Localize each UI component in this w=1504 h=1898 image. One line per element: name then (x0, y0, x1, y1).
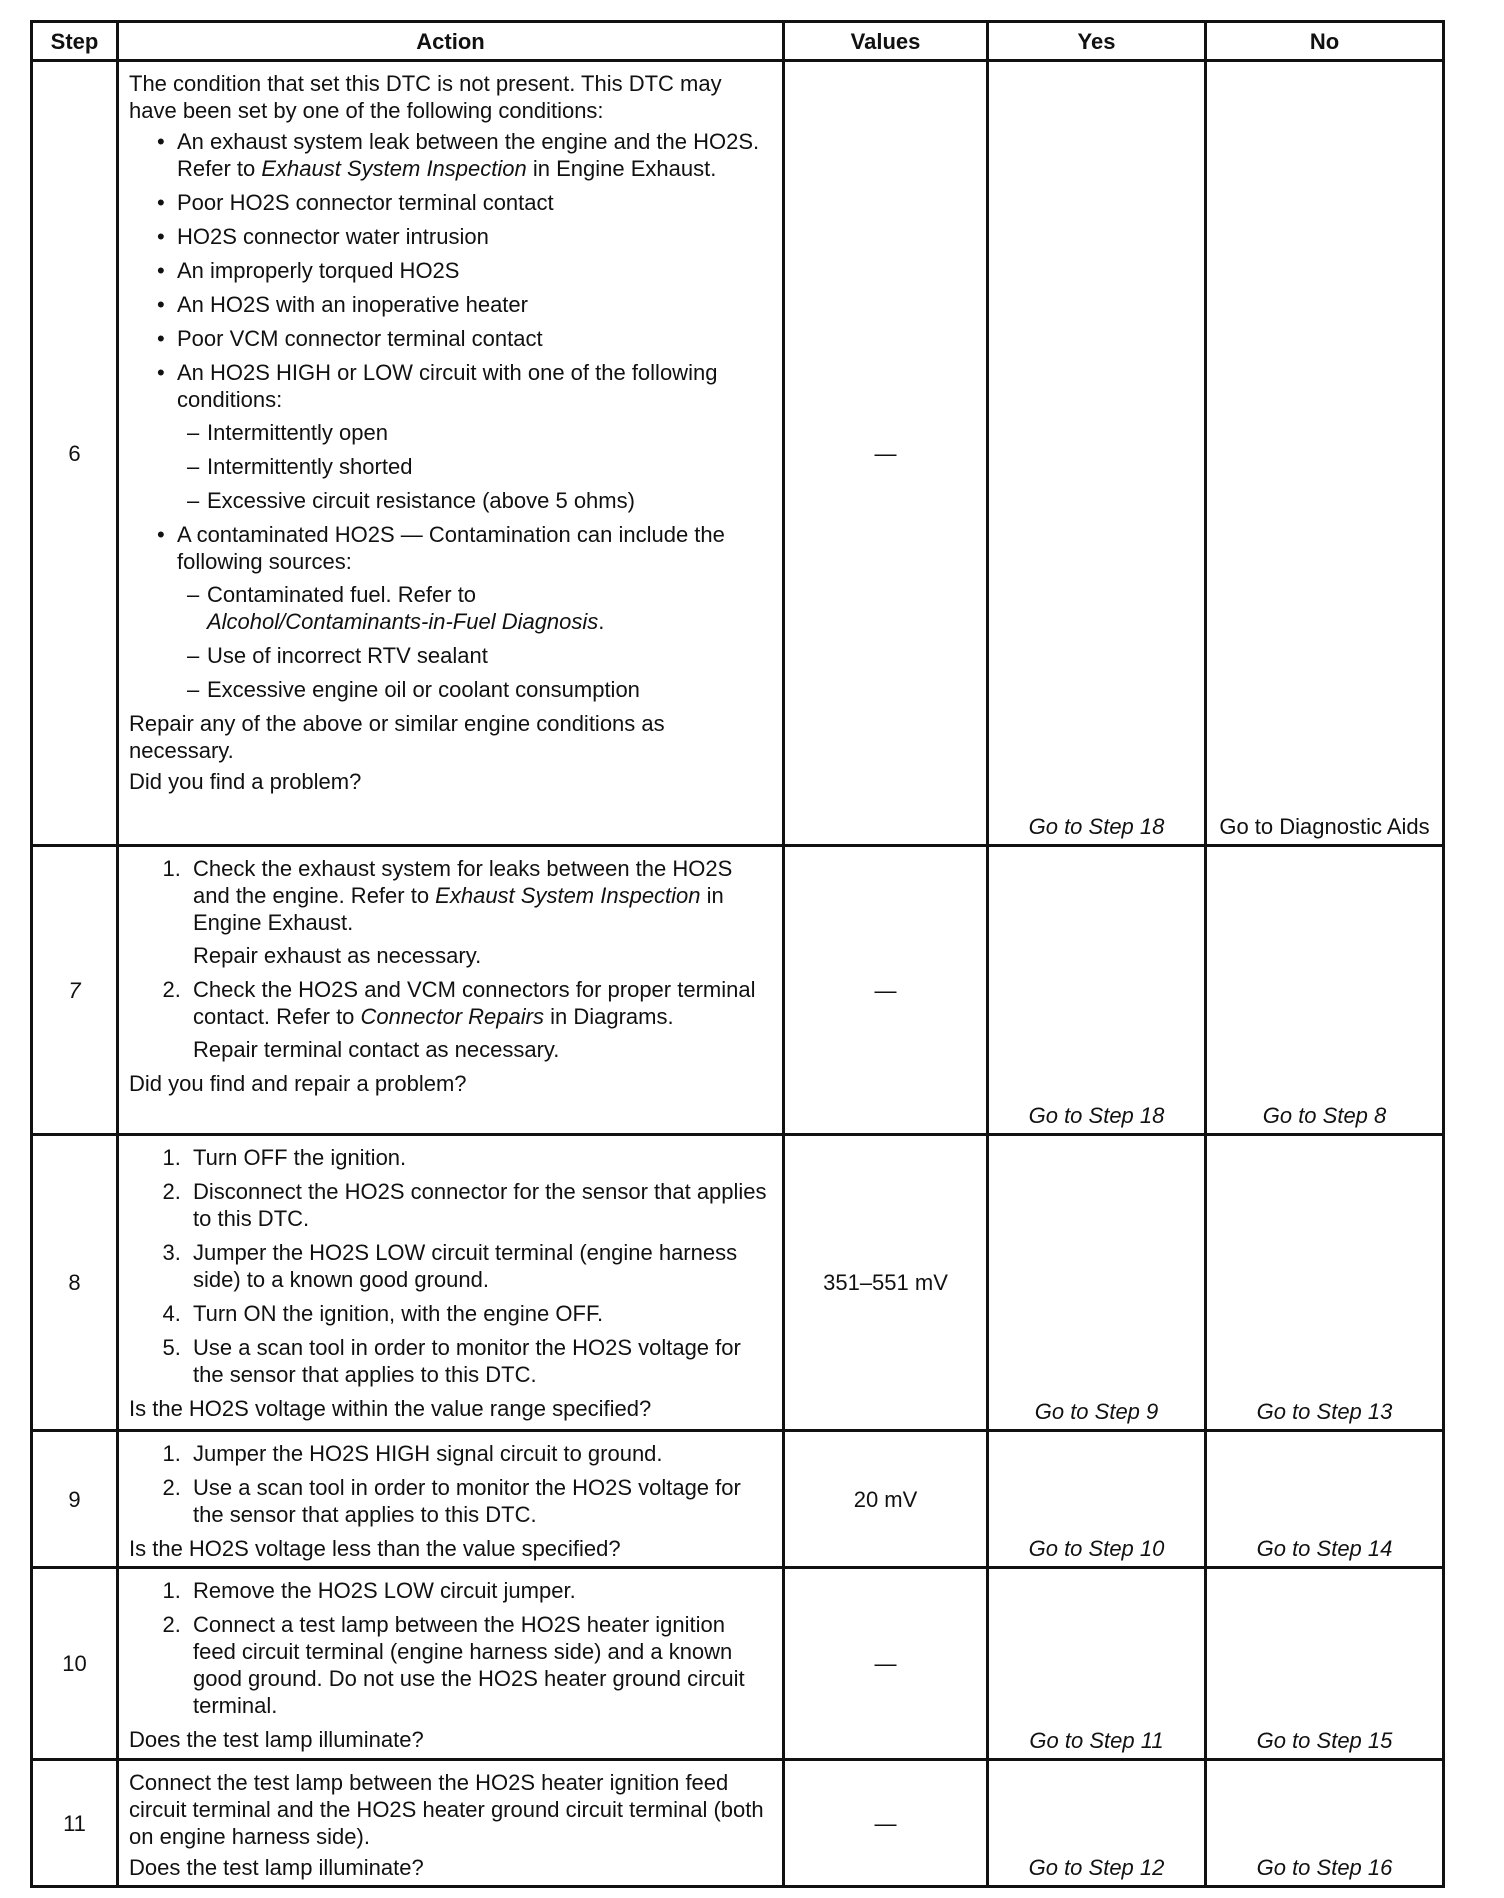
question-text: Is the HO2S voltage within the value range specified? (129, 1396, 652, 1421)
no-column-header: No (1206, 22, 1444, 61)
table-row (32, 1135, 1444, 1431)
value-cell: — (784, 1568, 988, 1760)
question-text: Is the HO2S voltage less than the value specified? (129, 1536, 621, 1561)
list-item: • An improperly torqued HO2S (177, 257, 772, 284)
condition-list (129, 128, 772, 703)
no-action: Go to Step 14 (1206, 1431, 1444, 1568)
list-item: • HO2S connector water intrusion (177, 223, 772, 250)
procedure-list (129, 1144, 772, 1388)
value-cell: — (784, 61, 988, 846)
action-outro: Repair any of the above or similar engine conditions as necessary. (129, 711, 665, 763)
action-cell (118, 846, 784, 1135)
procedure-list (129, 1440, 772, 1528)
item-text: A contaminated HO2S — Contamination can include the following sources: (177, 522, 725, 574)
yes-action: Go to Step 18 (988, 61, 1206, 846)
table-row (32, 1568, 1444, 1760)
item-note: Repair exhaust as necessary. (193, 943, 482, 968)
sub-list-item (187, 581, 772, 635)
item-text: Contaminated fuel. Refer to (207, 582, 477, 607)
list-item: 3. Jumper the HO2S LOW circuit terminal (engine harness side) to a known good ground. (187, 1239, 772, 1293)
sub-list-item: – Excessive engine oil or coolant consumption (187, 676, 772, 703)
yes-action: Go to Step 12 (988, 1760, 1206, 1887)
list-item: 5. Use a scan tool in order to monitor the HO2S voltage for the sensor that applies to this DTC. (187, 1334, 772, 1388)
item-text: Check the HO2S and VCM connectors for proper terminal contact. Refer to (193, 977, 756, 1029)
list-item: 1. Turn OFF the ignition. (187, 1144, 772, 1171)
step-column-header: Step (32, 22, 118, 61)
table-row (32, 61, 1444, 846)
yes-action: Go to Step 10 (988, 1431, 1206, 1568)
value-cell: — (784, 846, 988, 1135)
value-cell: — (784, 1760, 988, 1887)
sub-list-item: – Excessive circuit resistance (above 5 ohms) (187, 487, 772, 514)
list-item: • An HO2S with an inoperative heater (177, 291, 772, 318)
header-row (32, 22, 1444, 61)
values-column-header: Values (784, 22, 988, 61)
procedure-list (129, 1577, 772, 1719)
step-number: 10 (32, 1568, 118, 1760)
item-text: Check the exhaust system for leaks between the HO2S and the engine. Refer to (193, 856, 733, 908)
action-cell (118, 61, 784, 846)
sub-list-item: – Intermittently open (187, 419, 772, 446)
list-item (177, 128, 772, 182)
no-action: Go to Step 8 (1206, 846, 1444, 1135)
list-item: • Poor VCM connector terminal contact (177, 325, 772, 352)
list-item: 2. Connect a test lamp between the HO2S heater ignition feed circuit terminal (engine harness side) and a known good ground. Do not use the HO2S heater ground circuit terminal. (187, 1611, 772, 1719)
step-number: 7 (32, 846, 118, 1135)
list-item (177, 359, 772, 514)
item-text: An exhaust system leak between the engine and the HO2S. Refer to (177, 129, 760, 181)
no-action: Go to Step 16 (1206, 1760, 1444, 1887)
reference-link: Exhaust System Inspection (435, 883, 701, 908)
list-item (187, 855, 772, 969)
yes-column-header: Yes (988, 22, 1206, 61)
table-row (32, 1431, 1444, 1568)
value-cell: 20 mV (784, 1431, 988, 1568)
sub-list-item: – Use of incorrect RTV sealant (187, 642, 772, 669)
item-text: . (598, 609, 605, 634)
sub-list (177, 419, 772, 514)
diagnostic-table (30, 20, 1445, 1888)
action-cell (118, 1568, 784, 1760)
no-action: Go to Step 15 (1206, 1568, 1444, 1760)
no-action: Go to Step 13 (1206, 1135, 1444, 1431)
question-text: Does the test lamp illuminate? (129, 1855, 424, 1880)
action-cell (118, 1760, 784, 1887)
list-item (187, 976, 772, 1063)
action-cell (118, 1135, 784, 1431)
sub-list-item: – Intermittently shorted (187, 453, 772, 480)
question-text: Did you find a problem? (129, 769, 362, 794)
step-number: 9 (32, 1431, 118, 1568)
action-intro: The condition that set this DTC is not present. This DTC may have been set by one of the following conditions: (129, 71, 722, 123)
step-number: 11 (32, 1760, 118, 1887)
reference-link: Alcohol/Contaminants-in-Fuel Diagnosis (207, 609, 599, 634)
item-text: in Engine Exhaust. (526, 156, 717, 181)
list-item (177, 521, 772, 703)
list-item: 1. Remove the HO2S LOW circuit jumper. (187, 1577, 772, 1604)
action-column-header: Action (118, 22, 784, 61)
list-item: 1. Jumper the HO2S HIGH signal circuit to ground. (187, 1440, 772, 1467)
value-cell: 351–551 mV (784, 1135, 988, 1431)
yes-action: Go to Step 9 (988, 1135, 1206, 1431)
item-text: in Diagrams. (543, 1004, 674, 1029)
list-item: 2. Use a scan tool in order to monitor the HO2S voltage for the sensor that applies to this DTC. (187, 1474, 772, 1528)
procedure-list (129, 855, 772, 1063)
step-number: 8 (32, 1135, 118, 1431)
yes-action: Go to Step 18 (988, 846, 1206, 1135)
no-action: Go to Diagnostic Aids (1206, 61, 1444, 846)
question-text: Does the test lamp illuminate? (129, 1727, 424, 1752)
list-item: 2. Disconnect the HO2S connector for the sensor that applies to this DTC. (187, 1178, 772, 1232)
reference-link: Exhaust System Inspection (261, 156, 527, 181)
sub-list (177, 581, 772, 703)
list-item: • Poor HO2S connector terminal contact (177, 189, 772, 216)
action-intro: Connect the test lamp between the HO2S heater ignition feed circuit terminal and the HO2S heater ground circuit terminal (both on engine harness side). (129, 1770, 764, 1849)
item-text: in Engine Exhaust. (193, 883, 724, 935)
action-cell (118, 1431, 784, 1568)
item-text: An HO2S HIGH or LOW circuit with one of the following conditions: (177, 360, 718, 412)
table-row (32, 1760, 1444, 1887)
yes-action: Go to Step 11 (988, 1568, 1206, 1760)
list-item: 4. Turn ON the ignition, with the engine OFF. (187, 1300, 772, 1327)
step-number: 6 (32, 61, 118, 846)
item-note: Repair terminal contact as necessary. (193, 1037, 560, 1062)
reference-link: Connector Repairs (360, 1004, 544, 1029)
table-row (32, 846, 1444, 1135)
question-text: Did you find and repair a problem? (129, 1071, 467, 1096)
